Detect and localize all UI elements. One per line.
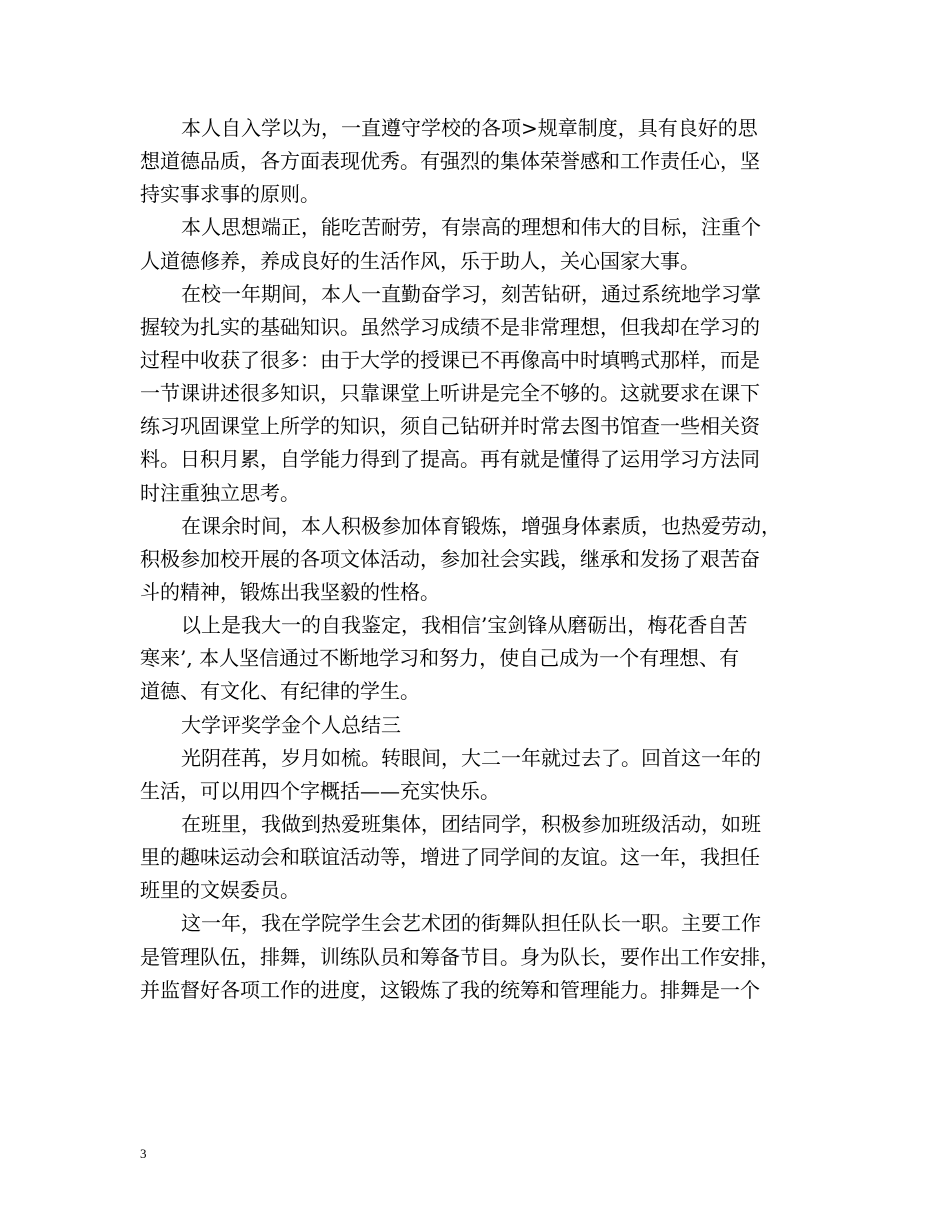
text-line: 在课余时间，本人积极参加体育锻炼，增强身体素质，也热爱劳动， xyxy=(181,513,781,538)
text-line: 想道德品质，各方面表现优秀。有强烈的集体荣誉感和工作责任心，坚 xyxy=(140,149,760,174)
text-line: 这一年，我在学院学生会艺术团的街舞队担任队长一职。主要工作 xyxy=(181,911,761,936)
text-line: 时注重独立思考。 xyxy=(140,480,300,505)
text-line: 练习巩固课堂上所学的知识，须自己钻研并时常去图书馆查一些相关资 xyxy=(140,414,760,439)
text-line: 里的趣味运动会和联谊活动等，增进了同学间的友谊。这一年，我担任 xyxy=(140,845,760,870)
text-line: 过程中收获了很多：由于大学的授课已不再像高中时填鸭式那样，而是 xyxy=(140,347,760,372)
page-number: 3 xyxy=(140,1146,147,1161)
text-line: 并监督好各项工作的进度，这锻炼了我的统筹和管理能力。排舞是一个 xyxy=(140,977,760,1002)
text-line: 积极参加校开展的各项文体活动，参加社会实践，继承和发扬了艰苦奋 xyxy=(140,546,760,571)
text-line: 道德、有文化、有纪律的学生。 xyxy=(140,679,420,704)
text-line: 斗的精神，锻炼出我坚毅的性格。 xyxy=(140,579,440,604)
text-line: 以上是我大一的自我鉴定，我相信’宝剑锋从磨砺出，梅花香自苦 xyxy=(181,613,748,638)
text-line: 本人思想端正，能吃苦耐劳，有崇高的理想和伟大的目标，注重个 xyxy=(181,215,761,240)
text-line: 班里的文娱委员。 xyxy=(140,878,300,903)
text-line: 一节课讲述很多知识，只靠课堂上听讲是完全不够的。这就要求在课下 xyxy=(140,381,760,406)
text-line: 是管理队伍，排舞，训练队员和筹备节目。身为队长，要作出工作安排， xyxy=(140,944,780,969)
text-line: 持实事求事的原则。 xyxy=(140,182,320,207)
text-line: 人道德修养，养成良好的生活作风，乐于助人，关心国家大事。 xyxy=(140,248,700,273)
text-line: 本人自入学以为，一直遵守学校的各项>规章制度，具有良好的思 xyxy=(181,116,758,140)
text-line: 大学评奖学金个人总结三 xyxy=(181,712,401,737)
text-line: 在校一年期间，本人一直勤奋学习，刻苦钻研，通过系统地学习掌 xyxy=(181,281,761,306)
text-line: 在班里，我做到热爱班集体，团结同学，积极参加班级活动，如班 xyxy=(181,811,761,836)
text-line: 光阴荏苒，岁月如梳。转眼间，大二一年就过去了。回首这一年的 xyxy=(181,745,761,770)
document-body xyxy=(140,112,825,1007)
text-line: 料。日积月累，自学能力得到了提高。再有就是懂得了运用学习方法同 xyxy=(140,447,760,472)
text-line: 生活，可以用四个字概括——充实快乐。 xyxy=(140,778,500,803)
text-line: 握较为扎实的基础知识。虽然学习成绩不是非常理想，但我却在学习的 xyxy=(140,314,760,339)
text-line: 寒来’, 本人坚信通过不断地学习和努力，使自己成为一个有理想、有 xyxy=(140,646,740,671)
